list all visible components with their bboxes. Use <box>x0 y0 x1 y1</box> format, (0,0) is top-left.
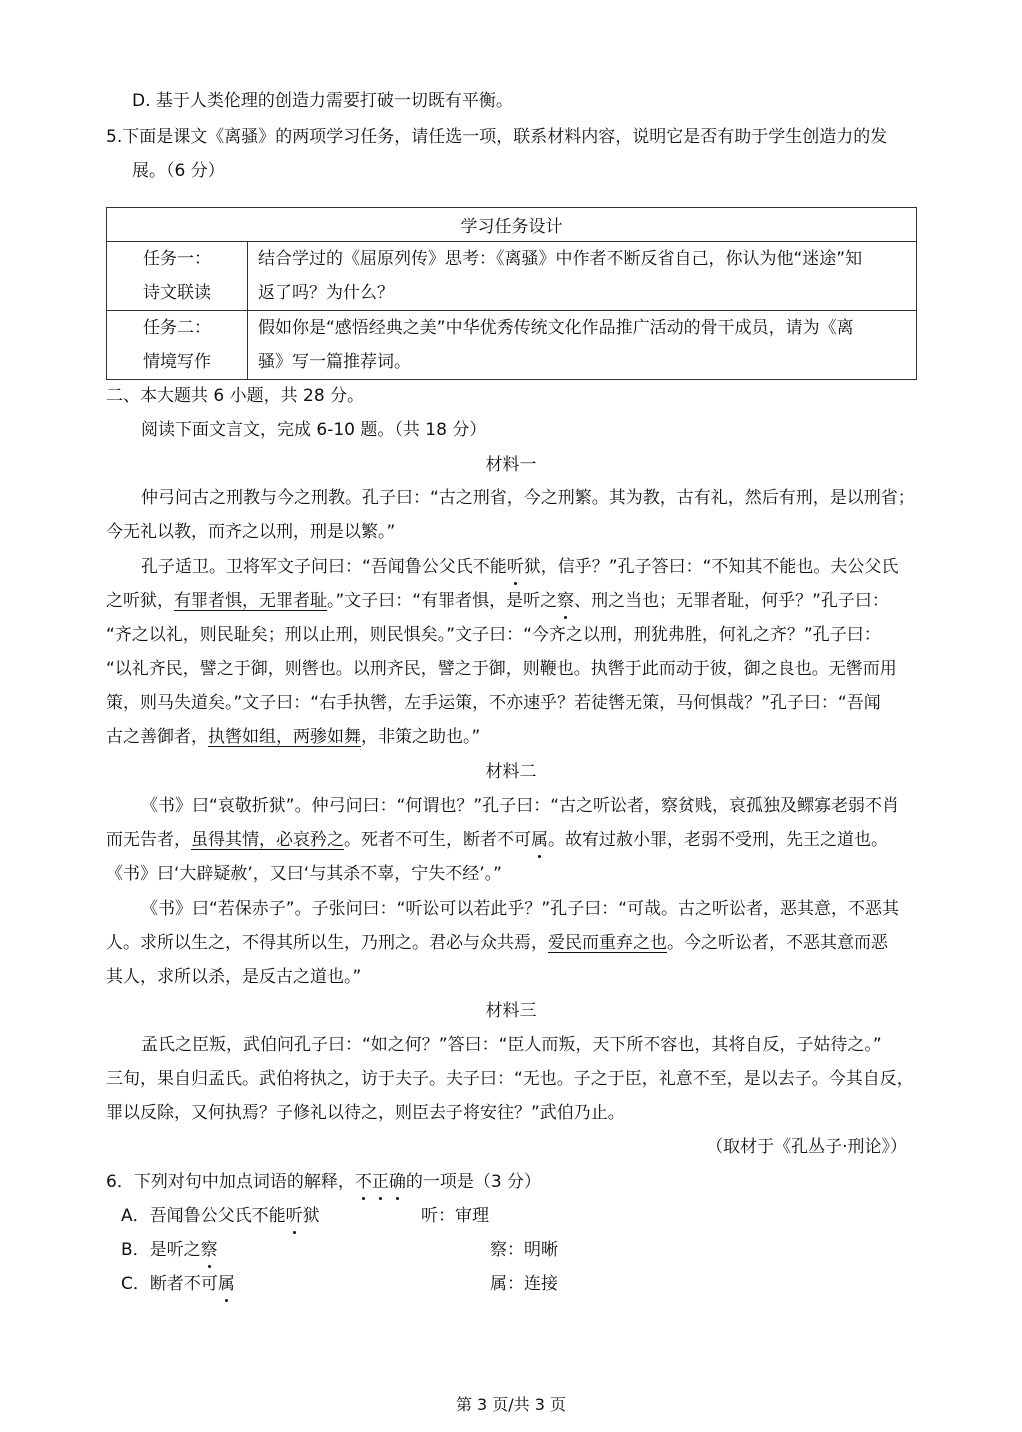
m2-line4: 《书》曰“若保赤子”。子张问曰：“听讼可以若此乎？”孔子曰：“可哉。古之听讼者，恶其意，不恶其 <box>141 899 900 919</box>
m1-p2-line5: 策，则马失道矣。”文子曰：“右手执辔，左手运策，不亦速乎？若徒辔无策，马何惧哉？”孔子曰：“吾闻 <box>106 693 881 713</box>
question-5-line2: 展。（6 分） <box>132 161 225 181</box>
question-6-stem: 6．下列对句中加点词语的解释，不正确的一项是（3 分） <box>106 1172 542 1192</box>
option-a-explanation: 听：审理 <box>421 1206 489 1226</box>
underlined-phrase: 爱民而重弃之也 <box>548 933 667 953</box>
m2-line1: 《书》曰“哀敬折狱”。仲弓问曰：“何谓也？”孔子曰：“古之听讼者，察贫贱，哀孤独及鳏寡老弱不肖 <box>141 796 900 816</box>
task-table-title: 学习任务设计 <box>107 208 917 242</box>
m1-p1-line1: 仲弓问古之刑教与今之刑教。孔子曰：“古之刑省，今之刑繁。其为教，古有礼，然后有刑，是以刑省； <box>141 488 915 508</box>
option-a: A．吾闻鲁公父氏不能听狱 <box>121 1206 320 1226</box>
source-citation: （取材于《孔丛子·刑论》） <box>706 1137 907 1157</box>
m1-p2-line3: “齐之以礼，则民耻矣；刑以止刑，则民惧矣。”文子曰：“今齐之以刑，刑犹弗胜，何礼之齐？”孔子曰： <box>106 625 881 645</box>
dotted-char: 听 <box>506 557 524 577</box>
m2-line2: 而无告者，虽得其情，必哀矜之。死者不可生，断者不可属。故宥过赦小罪，老弱不受刑，先王之道也。 <box>106 830 888 850</box>
option-d: D. 基于人类伦理的创造力需要打破一切既有平衡。 <box>132 91 513 111</box>
task-2-text: 假如你是“感悟经典之美”中华优秀传统文化作品推广活动的骨干成员，请为《离 骚》写一篇推荐词。 <box>248 311 917 380</box>
m3-line3: 罪以反除，又何执焉？子修礼以待之，则臣去子将安往？”武伯乃止。 <box>106 1103 625 1123</box>
m1-p2-line2: 之听狱，有罪者惧，无罪者耻。”文子曰：“有罪者惧，是听之察、刑之当也；无罪者耻，何乎？”孔子曰： <box>106 591 889 611</box>
m3-line1: 孟氏之臣叛，武伯问孔子曰：“如之何？”答曰：“臣人而叛，天下所不容也，其将自反，子姑待之。” <box>141 1035 882 1055</box>
question-5-line1: 5.下面是课文《离骚》的两项学习任务，请任选一项，联系材料内容，说明它是否有助于学生创造力的发 <box>106 127 888 147</box>
m1-p2-line6: 古之善御者，执辔如组，两骖如舞，非策之助也。” <box>106 727 481 747</box>
underlined-phrase: 虽得其情，必哀矜之 <box>191 830 344 850</box>
page-footer: 第 3 页/共 3 页 <box>455 1395 567 1414</box>
material-2-title: 材料二 <box>485 762 537 782</box>
task-design-table <box>106 207 917 380</box>
task-1-label: 任务一： 诗文联读 <box>107 242 248 311</box>
material-1-title: 材料一 <box>485 455 537 475</box>
m2-line3: 《书》曰‘大辟疑赦’，又曰‘与其杀不辜，宁失不经’。” <box>106 864 502 884</box>
material-3-title: 材料三 <box>485 1001 537 1021</box>
m1-p1-line2: 今无礼以教，而齐之以刑，刑是以繁。” <box>106 522 396 542</box>
dotted-char: 察 <box>557 591 575 611</box>
section-2-intro: 阅读下面文言文，完成 6-10 题。（共 18 分） <box>141 420 487 440</box>
task-1-text: 结合学过的《屈原列传》思考：《离骚》中作者不断反省自己，你认为他“迷途”知 返了吗？为什么？ <box>248 242 917 311</box>
underlined-phrase: 执辔如组，两骖如舞 <box>208 727 361 747</box>
m1-p2-line1: 孔子适卫。卫将军文子问曰：“吾闻鲁公父氏不能听狱，信乎？”孔子答曰：“不知其不能也。夫公父氏 <box>141 557 899 577</box>
m1-p2-line4: “以礼齐民，譬之于御，则辔也。以刑齐民，譬之于御，则鞭也。执辔于此而动于彼，御之良也。无辔而用 <box>106 659 897 679</box>
m3-line2: 三旬，果自归孟氏。武伯将执之，访于夫子。夫子曰：“无也。子之于臣，礼意不至，是以去子。今其自反， <box>106 1069 914 1089</box>
section-2-heading: 二、本大题共 6 小题，共 28 分。 <box>106 386 365 406</box>
task-2-label: 任务二： 情境写作 <box>107 311 248 380</box>
dotted-char: 属 <box>531 830 548 850</box>
m2-line5: 人。求所以生之，不得其所以生，乃刑之。君必与众共焉，爱民而重弃之也。今之听讼者，不恶其意而恶 <box>106 933 888 953</box>
underlined-phrase: 有罪者惧，无罪者耻 <box>174 591 327 611</box>
m2-line6: 其人，求所以杀，是反古之道也。” <box>106 967 362 987</box>
option-c: C．断者不可属 <box>121 1274 235 1294</box>
option-b: B．是听之察 <box>121 1240 218 1260</box>
option-b-explanation: 察：明晰 <box>490 1240 558 1260</box>
option-c-explanation: 属：连接 <box>490 1274 558 1294</box>
